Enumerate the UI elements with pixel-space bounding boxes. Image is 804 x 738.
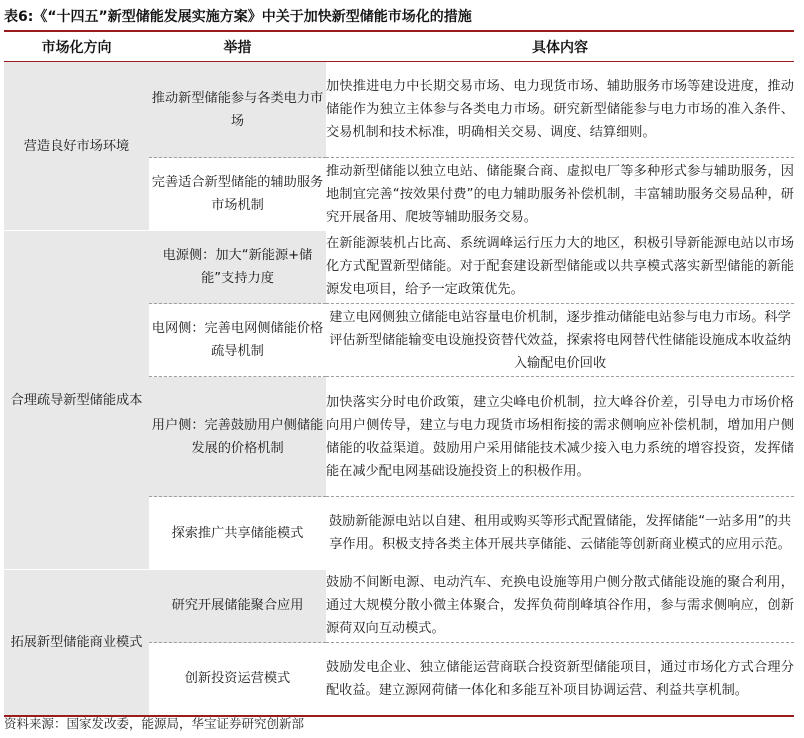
content-cell: 在新能源装机占比高、系统调峰运行压力大的地区，积极引导新能源电站以市场化方式配置新型储能。对于配套建设新型储能或以共享模式落实新型储能的新能源发电项目，给予一定政策优先。 <box>326 231 794 304</box>
measure-cell: 用户侧：完善鼓励用户侧储能发展的价格机制 <box>149 377 326 497</box>
direction-cell: 营造良好市场环境 <box>4 62 149 231</box>
table-header-row <box>4 31 794 62</box>
measure-cell: 探索推广共享储能模式 <box>171 525 304 541</box>
table-row <box>4 231 794 304</box>
header-content: 具体内容 <box>326 31 794 62</box>
content-cell: 推动新型储能以独立电站、储能聚合商、虚拟电厂等多种形式参与辅助服务，因地制宜完善“按效果付费”的电力辅助服务补偿机制，丰富辅助服务交易品种，研究开展备用、爬坡等辅助服务交易。 <box>326 163 794 225</box>
measures-table <box>4 30 794 717</box>
content-cell: 建立电网侧独立储能电站容量电价机制，逐步推动储能电站参与电力市场。科学评估新型储能输变电设施投资替代效益，探索将电网替代性储能设施成本收益纳入输配电价回收 <box>326 304 794 377</box>
measure-cell: 创新投资运营模式 <box>184 671 291 687</box>
table-row <box>4 570 794 643</box>
measure-cell: 电源侧：加大“新能源+储能”支持力度 <box>149 231 326 304</box>
content-cell: 加快推进电力中长期交易市场、电力现货市场、辅助服务市场等建设进度，推动储能作为独立主体参与各类电力市场。研究新型储能参与电力市场的准入条件、交易机制和技术标准，明确相关交易、调度、结算细则。 <box>326 62 794 158</box>
measure-cell: 完善适合新型储能的辅助服务市场机制 <box>151 175 324 214</box>
measure-cell: 推动新型储能参与各类电力市场 <box>149 62 326 158</box>
content-cell: 鼓励发电企业、独立储能运营商联合投资新型储能项目，通过市场化方式合理分配收益。建立源网荷储一体化和多能互补项目协调运营、利益共享机制。 <box>326 659 794 698</box>
measure-cell: 电网侧：完善电网侧储能价格疏导机制 <box>149 304 326 377</box>
source-note: 资料来源：国家发改委，能源局，华宝证券研究创新部 <box>4 716 305 731</box>
content-cell: 加快落实分时电价政策，建立尖峰电价机制，拉大峰谷价差，引导电力市场价格向用户侧传导，建立与电力现货市场相衔接的需求侧响应补偿机制，增加用户侧储能的收益渠道。鼓励用户采用储能技术减少接入电力系统的增容投资，发挥储能在减少配电网基础设施投资上的积极作用。 <box>326 377 794 497</box>
content-cell: 鼓励新能源电站以自建、租用或购买等形式配置储能，发挥储能“一站多用”的共享作用。积极支持各类主体开展共享储能、云储能等创新商业模式的应用示范。 <box>328 514 792 553</box>
table-row <box>4 62 794 158</box>
header-direction: 市场化方向 <box>4 31 149 62</box>
measure-cell: 研究开展储能聚合应用 <box>149 570 326 643</box>
direction-cell: 合理疏导新型储能成本 <box>4 231 149 570</box>
header-measure: 举措 <box>149 31 326 62</box>
table-title: 表6:《“十四五”新型储能发展实施方案》中关于加快新型储能市场化的措施 <box>4 9 472 25</box>
direction-cell: 拓展新型储能商业模式 <box>4 570 149 716</box>
content-cell: 鼓励不间断电源、电动汽车、充换电设施等用户侧分散式储能设施的聚合利用，通过大规模分散小微主体聚合，发挥负荷削峰填谷作用，参与需求侧响应，创新源荷双向互动模式。 <box>326 570 794 643</box>
